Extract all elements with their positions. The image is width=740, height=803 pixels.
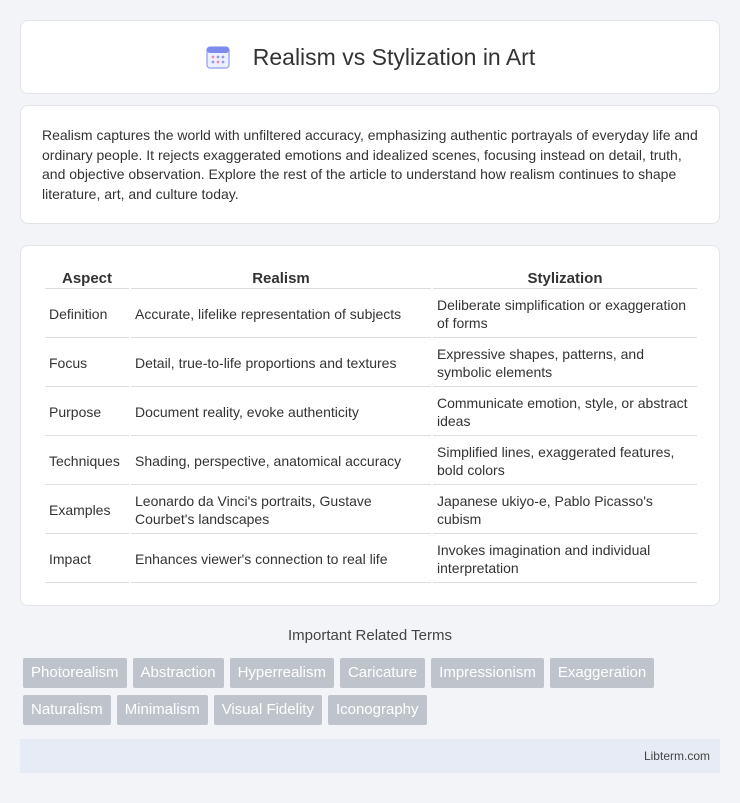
related-terms-heading: Important Related Terms — [288, 627, 452, 644]
footer — [20, 739, 720, 773]
related-term-tag[interactable]: Iconography — [328, 695, 427, 725]
table-row — [45, 438, 697, 485]
table-cell: Enhances viewer's connection to real life — [131, 536, 431, 583]
related-term-tag[interactable]: Caricature — [340, 658, 425, 688]
footer-site-link[interactable]: Libterm.com — [643, 749, 710, 763]
related-term-tag[interactable]: Naturalism — [23, 695, 111, 725]
table-cell: Expressive shapes, patterns, and symbolic elements — [433, 340, 697, 387]
table-row — [45, 536, 697, 583]
table-cell: Techniques — [45, 438, 129, 485]
table-cell: Deliberate simplification or exaggeration of forms — [433, 291, 697, 338]
page-title: Realism vs Stylization in Art — [252, 43, 536, 70]
table-cell: Detail, true-to-life proportions and textures — [131, 340, 431, 387]
intro-card — [20, 105, 720, 224]
related-term-tag[interactable]: Visual Fidelity — [214, 695, 322, 725]
related-term-tag[interactable]: Minimalism — [117, 695, 208, 725]
comparison-table — [43, 264, 699, 585]
table-cell: Document reality, evoke authenticity — [131, 389, 431, 436]
table-cell: Leonardo da Vinci's portraits, Gustave Courbet's landscapes — [131, 487, 431, 534]
table-cell: Accurate, lifelike representation of subjects — [131, 291, 431, 338]
related-term-tag[interactable]: Photorealism — [23, 658, 127, 688]
table-cell: Communicate emotion, style, or abstract ideas — [433, 389, 697, 436]
related-term-tag[interactable]: Impressionism — [431, 658, 544, 688]
intro-text: Realism captures the world with unfiltered accuracy, emphasizing authentic portrayals of everyday life and ordinary people. It rejects exaggerated emotions and idealized scenes, focusing instead on detail, truth, and objective observation. Explore the rest of the article to understand how realism continues to shape literature, art, and culture today. — [42, 127, 698, 202]
table-cell: Definition — [45, 291, 129, 338]
table-row — [45, 291, 697, 338]
column-header-realism: Realism — [131, 266, 431, 289]
table-cell: Shading, perspective, anatomical accuracy — [131, 438, 431, 485]
comparison-table-card — [20, 245, 720, 606]
table-row — [45, 340, 697, 387]
header-card — [20, 20, 720, 94]
table-cell: Purpose — [45, 389, 129, 436]
related-term-tag[interactable]: Abstraction — [133, 658, 224, 688]
table-cell: Focus — [45, 340, 129, 387]
table-cell: Invokes imagination and individual interpretation — [433, 536, 697, 583]
table-header-row — [45, 266, 697, 289]
column-header-stylization: Stylization — [433, 266, 697, 289]
related-term-tag[interactable]: Hyperrealism — [230, 658, 334, 688]
table-cell: Impact — [45, 536, 129, 583]
related-term-tag[interactable]: Exaggeration — [550, 658, 654, 688]
column-header-aspect: Aspect — [45, 266, 129, 289]
table-cell: Japanese ukiyo-e, Pablo Picasso's cubism — [433, 487, 697, 534]
table-cell: Examples — [45, 487, 129, 534]
table-row — [45, 487, 697, 534]
calendar-icon — [205, 44, 231, 70]
table-row — [45, 389, 697, 436]
table-cell: Simplified lines, exaggerated features, bold colors — [433, 438, 697, 485]
related-terms-list — [23, 658, 723, 732]
